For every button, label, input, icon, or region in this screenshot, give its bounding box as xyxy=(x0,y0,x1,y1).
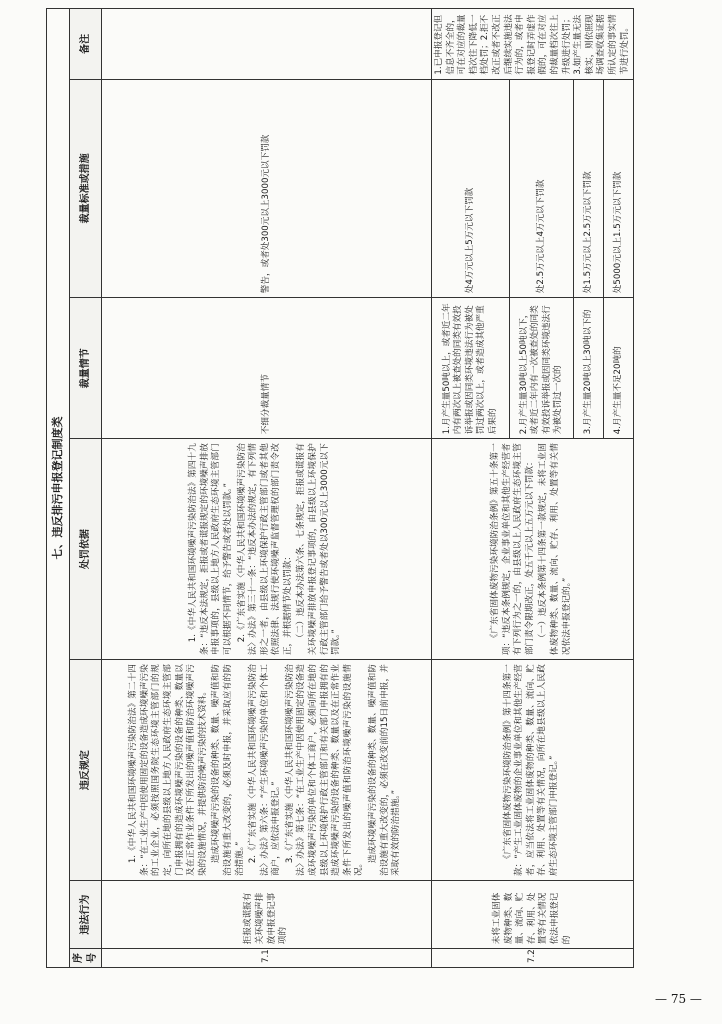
basis-paragraph: 《广东省固体废物污染环境防治条例》第五十条第一项：“违反本条例规定，企业事业单位和其他生产经营者有下列行为之一的，由县级以上人民政府生态环境主管部门责令限期改正，处五千元以上五万元以下罚款： xyxy=(489,443,535,656)
discretion-plot: 1.月产生量50吨以上，或者近二年内有两次以上被查处的同类有效投诉举报或因同类环境违法行为被处罚过两次以上，或者造成其他严重后果的 xyxy=(432,298,510,439)
header-rule: 违反规定 xyxy=(70,660,102,881)
basis-paragraph: （一）违反本条例第十四条第一款规定，未将工业固体废物种类、数量、流向、贮存、利用、处置等有关情况依法申报登记的。” xyxy=(538,443,572,656)
rule-paragraph: 1.《中华人民共和国环境噪声污染防治法》第二十四条：“在工业生产中因使用固定的设备造成环境噪声污染的工业企业，必须按照国务院生态环境主管部门的规定，向所在地的县级以上地方人民政府生态环境主管部门申报拥有的造成环境噪声污染的设备的种类、数量以及在正常作业条件下所发出的噪声值和防治环境噪声污染的设施情况，并提供防治噪声污染的技术资料。 xyxy=(128,664,208,877)
discretion-standard: 处4万元以上5万元以下罚款 xyxy=(432,79,510,298)
penalty-basis xyxy=(102,439,432,660)
table-row-7-1 xyxy=(102,9,432,968)
remark xyxy=(102,9,432,80)
discretion-plot: 不细分裁量情节 xyxy=(102,298,432,439)
penalty-basis xyxy=(432,439,634,660)
header-row xyxy=(70,9,102,968)
discretion-plot: 3.月产生量20吨以上30吨以下的 xyxy=(574,298,604,439)
header-act: 违法行为 xyxy=(70,881,102,949)
discretion-plot: 2.月产生量30吨以上50吨以下，或者近二年内有一次被查处的同类有效投诉举报或因同类环境违法行为被处罚过一次的 xyxy=(510,298,574,439)
rotated-table-sheet xyxy=(46,8,674,968)
penalty-table xyxy=(46,8,634,968)
violation-act: 拒报或谎报有关环境噪声排放申报登记事项的 xyxy=(102,881,432,949)
violation-act: 未将工业固体废物种类、数量、流向、贮存、利用、处置等有关情况依法申报登记的 xyxy=(432,881,634,949)
violated-rule xyxy=(102,660,432,881)
header-basis: 处罚依据 xyxy=(70,439,102,660)
discretion-standard: 处5000元以上1.5万元以下罚款 xyxy=(604,79,634,298)
basis-paragraph: （二）违反本办法第六条、七条规定，拒报或谎报有关环境噪声排放申报登记事项的，由县级以上环境保护行政主管部门给予警告或者处以300元以上3000元以下罚款。” xyxy=(296,443,342,656)
discretion-standard: 处1.5万元以上2.5万元以下罚款 xyxy=(574,79,604,298)
rule-paragraph: 2.《广东省实施〈中华人民共和国环境噪声污染防治法〉办法》第六条：“产生环境噪声污染的单位和个体工商户，应依法申报登记。” xyxy=(248,664,282,877)
discretion-plot: 4.月产生量不足20吨的 xyxy=(604,298,634,439)
violated-rule xyxy=(432,660,634,881)
header-std: 裁量标准或措施 xyxy=(70,79,102,298)
section-title: 七、违反排污申报登记制度类 xyxy=(47,9,70,968)
page-number: — 75 — xyxy=(655,992,702,1006)
basis-paragraph: 2.《广东省实施〈中华人民共和国环境噪声污染防治法〉办法》第三十一条：“违反本办法的规定，有下列情形之一者，由县级以上环境保护行政主管部门或者其他依照法律、法规行使环境噪声监督管理权的部门责令改正，并根据情节处以罚款： xyxy=(236,443,293,656)
row-id: 7.1 xyxy=(102,949,432,968)
row-id: 7.2 xyxy=(432,949,634,968)
table-row-7-2 xyxy=(432,9,510,968)
header-plot: 裁量情节 xyxy=(70,298,102,439)
discretion-standard: 处2.5万元以上4万元以下罚款 xyxy=(510,79,574,298)
header-id: 序号 xyxy=(70,949,102,968)
rule-paragraph: 造成环境噪声污染的设备的种类、数量、噪声值和防治设施有重大改变的，必须及时申报，并采取应有的防治措施。” xyxy=(211,664,245,877)
rule-paragraph: 造成环境噪声污染的设备的种类、数量、噪声值和防治设施有重大改变的，必须在改变前的15日前申报，并采取有效的防治措施。” xyxy=(368,664,402,877)
rule-paragraph: 3.《广东省实施〈中华人民共和国环境噪声污染防治法〉办法》第七条：“在工业生产中因使用固定的设备造成环境噪声污染的单位和个体工商户，必须向所在地的县级以上环境保护行政主管部门和有关部门申报拥有的造成环境噪声污染的设备的种类、数量以及在正常作业条件下所发出的噪声值和防治环境噪声污染的设施情况。 xyxy=(284,664,365,877)
discretion-standard: 警告，或者处300元以上3000元以下罚款 xyxy=(102,79,432,298)
rule-paragraph: 《广东省固体废物污染环境防治条例》第十四条第一款：“产生工业固体废物的企业事业单位和其他生产经营者，应当依法将工业固体废物的种类、数量、流向、贮存、利用、处置等有关情况，向所在地县级以上人民政府生态环境主管部门申报登记。” xyxy=(502,664,559,877)
basis-paragraph: 1.《中华人民共和国环境噪声污染防治法》第四十九条：“违反本法规定，拒报或者谎报规定的环境噪声排放申报事项的，县级以上地方人民政府生态环境主管部门可以根据不同情节，给予警告或者处以罚款。” xyxy=(188,443,233,656)
header-note: 备注 xyxy=(70,9,102,80)
remark: 1.已申报登记但信息不齐全的，可在对应的裁量档次往下降低一档处罚；2.拒不改正或者不改正后继续实施违法行为的，或者申报登记时弄虚作假的，可在对应的裁量档次往上升级进行处罚；3.如产生量无法核实，则依照现场调查收集证据所认定的事实情节进行处罚。 xyxy=(432,9,634,80)
